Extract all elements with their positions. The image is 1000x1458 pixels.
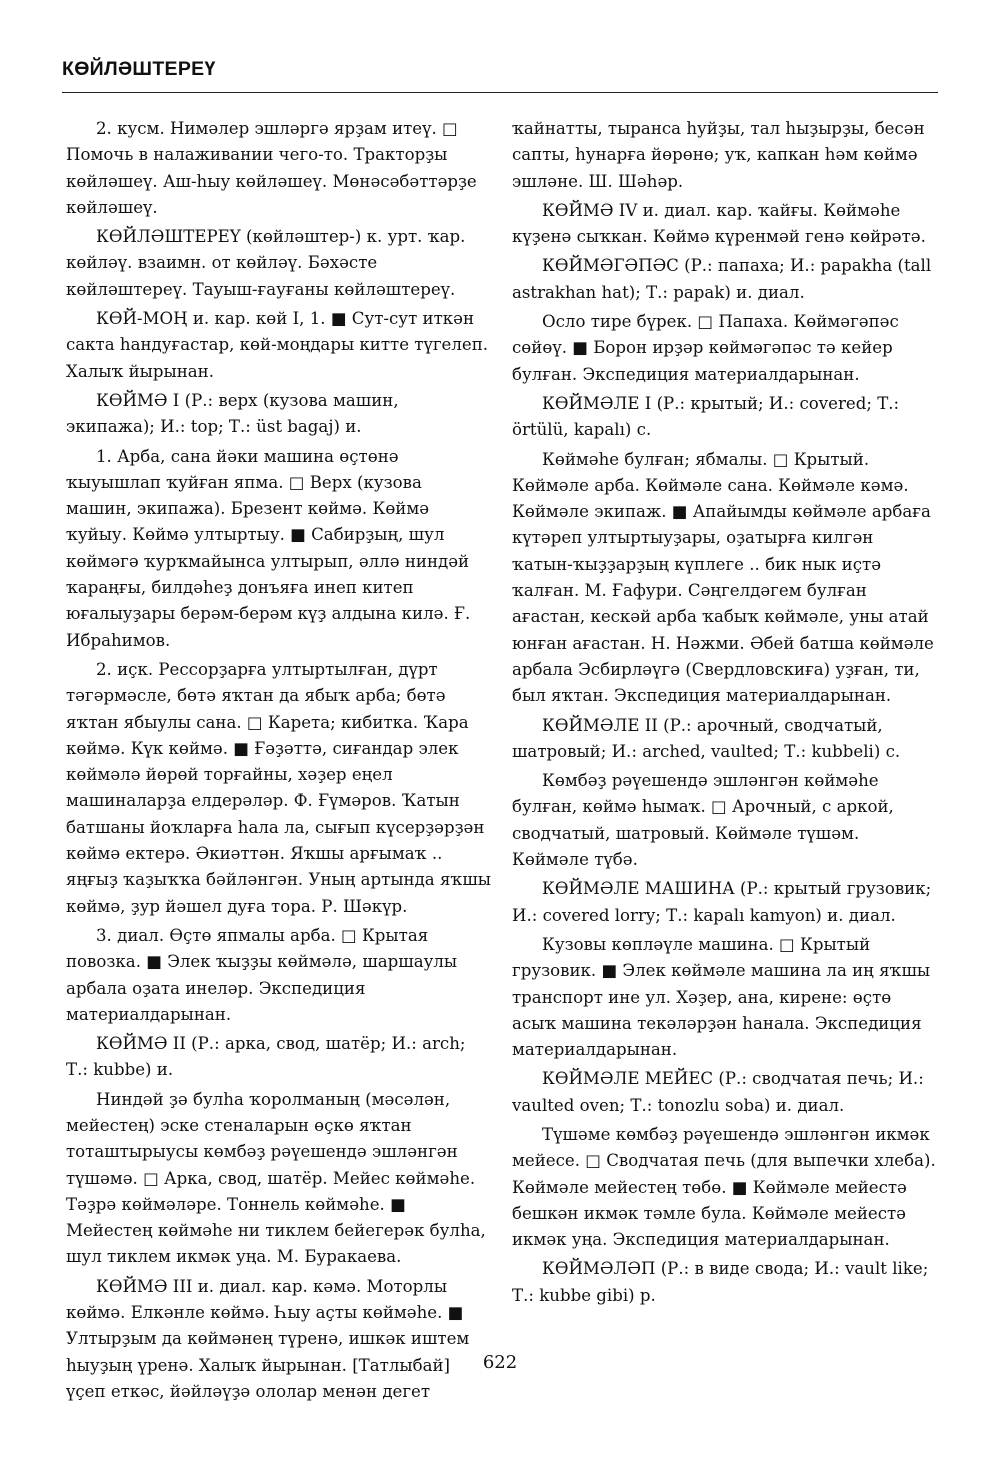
entry-koymale-1-definition: Көймәһе булған; ябмалы. □ Крытый. Көймәле арба. Көймәле сана. Көймәле кәмә. Көймәле экипаж. ■ Апайымды көймәле арбаға күтәреп ултыртыуҙары, оҙатырға килгән ҡатын-ҡыҙҙарҙың күплеге .. бик нык иҫтә ҡалған. М. Ғафури. Сәңгелдәгем булған ағастан, кескәй арба ҡабыҡ көймәле, уны атай юнған ағастан. Н. Нәжми. Әбей батша көймәле арбала Эсбирләүгә (Свердловскиға) уҙған, ти, был яҡтан. Экспедиция материалдарынан. [512, 449, 934, 706]
entry-koyma-1: КӨЙМӘ I (Р.: верх (кузова машин, экипажа); И.: top; Т.: üst bagaj) и. [66, 390, 399, 437]
entry-koyma-2-definition: Ниндәй ҙә булһа ҡоролманың (мәсәлән, мейестең) эске стеналарын өҫкө яҡтан тоташтырыусы көмбәҙ рәүешендә эшләнгән түшәмә. □ Арка, свод, шатёр. Мейес көймәһе. Тәҙрә көймәләре. Тоннель көймәһе. ■ Мейестең көймәһе ни тиклем бейегерәк булһа, шул тиклем икмәк уңа. М. Буракаева. [66, 1089, 486, 1267]
header-rule [62, 92, 938, 93]
left-column [66, 116, 492, 1408]
page-number: 622 [482, 1352, 518, 1373]
entry-koymagapas-definition: Осло тире бүрек. □ Папаха. Көймәгәпәс сөйөү. ■ Борон ирҙәр көймәгәпәс тә кейер булған. Экспедиция материалдарынан. [512, 312, 899, 384]
entry-koymale-mashina-definition: Кузовы көпләүле машина. □ Крытый грузовик. ■ Элек көймәле машина ла иң яҡшы транспорт ине ул. Хәҙер, ана, кирене: өҫтө асыҡ машина текәләрҙән һанала. Экспедиция материалдарынан. [512, 934, 931, 1060]
running-head: КӨЙЛӘШТЕРЕҮ [62, 58, 216, 80]
entry-koyma-3: КӨЙМӘ III и. диал. кар. кәмә. Моторлы көймә. Елкәнле көймә. Һыу аҫты көймәһе. ■ Ултырҙым да көймәнең түренә, ишкәк иштем һыуҙың үренә. Халыҡ йырынан. [Татлыбай] үҫеп еткәс, йәйләүҙә ололар менән дегет [66, 1276, 470, 1401]
entry-koyma-1-sense-1: 1. Арба, сана йәки машина өҫтөнә ҡыуышлап ҡуйған япма. □ Верх (кузова машин, экипажа). Брезент көймә. Көймә ҡуйыу. Көймә ултыртыу. ■ Сабирҙың, шул көймәгә ҡурҡмайынса ултырып, әллә ниндәй ҡараңғы, билдәһеҙ донъяға инеп китеп юғалыуҙары берәм-берәм күҙ алдына килә. Ғ. Ибраһимов. [66, 446, 471, 650]
right-column [512, 116, 938, 1312]
entry-koymale-meyes-definition: Түшәме көмбәҙ рәүешендә эшләнгән икмәк мейесе. □ Сводчатая печь (для выпечки хлеба). Көймәле мейестең төбө. ■ Көймәле мейестә бешкән икмәк тәмле була. Көймәле мейестә икмәк уңа. Экспедиция материалдарынан. [512, 1124, 936, 1250]
entry-koymale-2: КӨЙМӘЛЕ II (Р.: арочный, сводчатый, шатровый; И.: arched, vaulted; Т.: kubbeli) с. [512, 715, 901, 761]
entry-koymale-meyes: КӨЙМӘЛЕ МЕЙЕС (Р.: сводчатая печь; И.: vaulted oven; Т.: tonozlu soba) и. диал. [512, 1069, 924, 1115]
entry-koylashew-sense-2: 2. кусм. Нимәлер эшләргә ярҙам итеү. □ Помочь в налаживании чего-то. Тракторҙы көйләшеү. Аш-һыу көйләшеү. Мөнәсәбәттәрҙе көйләшеү. [66, 119, 477, 217]
entry-koymalap: КӨЙМӘЛӘП (Р.: в виде свода; И.: vault like; Т.: kubbe gibi) р. [512, 1259, 929, 1305]
entry-koymagapas: КӨЙМӘГӘПӘС (Р.: папаха; И.: papakha (tall astrakhan hat); Т.: papak) и. диал. [512, 256, 932, 302]
entry-koyma-1-sense-3: 3. диал. Өҫтө япмалы арба. □ Крытая повозка. ■ Элек ҡыҙҙы көймәлә, шаршаулы арбала оҙата инеләр. Экспедиция материалдарынан. [66, 925, 458, 1024]
entry-koyma-1-sense-2: 2. иҫк. Рессорҙарға ултыртылған, дүрт тәгәрмәсле, бөтә яҡтан да ябыҡ арба; бөтә яҡтан ябыулы сана. □ Карета; кибитка. Ҡара көймә. Күк көймә. ■ Ғәҙәттә, сиғандар элек көймәлә йөрөй торғайны, хәҙер еңел машиналарҙа елдерәләр. Ф. Ғүмәров. Ҡатын батшаны йоҡларға һала ла, сығып күсерҙәрҙән көймә ектерә. Әкиәттән. Яҡшы арғымаҡ .. яңғыҙ ҡаҙыҡҡа бәйләнгән. Уның артында яҡшы көймә, ҙур йәшел дуға тора. Р. Шәкүр. [66, 659, 491, 916]
entry-koymale-2-definition: Көмбәҙ рәүешендә эшләнгән көймәһе булған, көймә һымаҡ. □ Арочный, с аркой, сводчатый, шатровый. Көймәле түшәм. Көймәле түбә. [512, 771, 894, 870]
entry-koyma-2: КӨЙМӘ II (Р.: арка, свод, шатёр; И.: arch; Т.: kubbe) и. [66, 1034, 466, 1080]
entry-koymale-1: КӨЙМӘЛЕ I (Р.: крытый; И.: covered; Т.: örtülü, kapalı) с. [512, 393, 900, 440]
entry-koyma-3-continued: ҡайнатты, тыранса һуйҙы, тал һыҙырҙы, бесән сапты, һунарға йөрөнө; уҡ, капкан һәм көймә эшләне. Ш. Шәһәр. [512, 119, 925, 191]
entry-koylashterew: КӨЙЛӘШТЕРЕҮ (көйләштер-) к. урт. ҡар. көйләү. взаимн. от көйләү. Бәхәсте көйләштереү. Тауыш-ғауғаны көйләштереү. [66, 227, 466, 299]
entry-koyma-4: КӨЙМӘ IV и. диал. кар. ҡайғы. Көймәһе күҙенә сыҡкан. Көймә күренмәй генә көйрәтә. [512, 200, 926, 247]
entry-koy-mong: КӨЙ-МОҢ и. кар. көй I, 1. ■ Сут-сут иткән сакта һандуғастар, көй-моңдары китте түгелеп. Халыҡ йырынан. [66, 309, 489, 381]
entry-koymale-mashina: КӨЙМӘЛЕ МАШИНА (Р.: крытый грузовик; И.: covered lorry; Т.: kapalı kamyon) и. диал. [512, 879, 932, 925]
